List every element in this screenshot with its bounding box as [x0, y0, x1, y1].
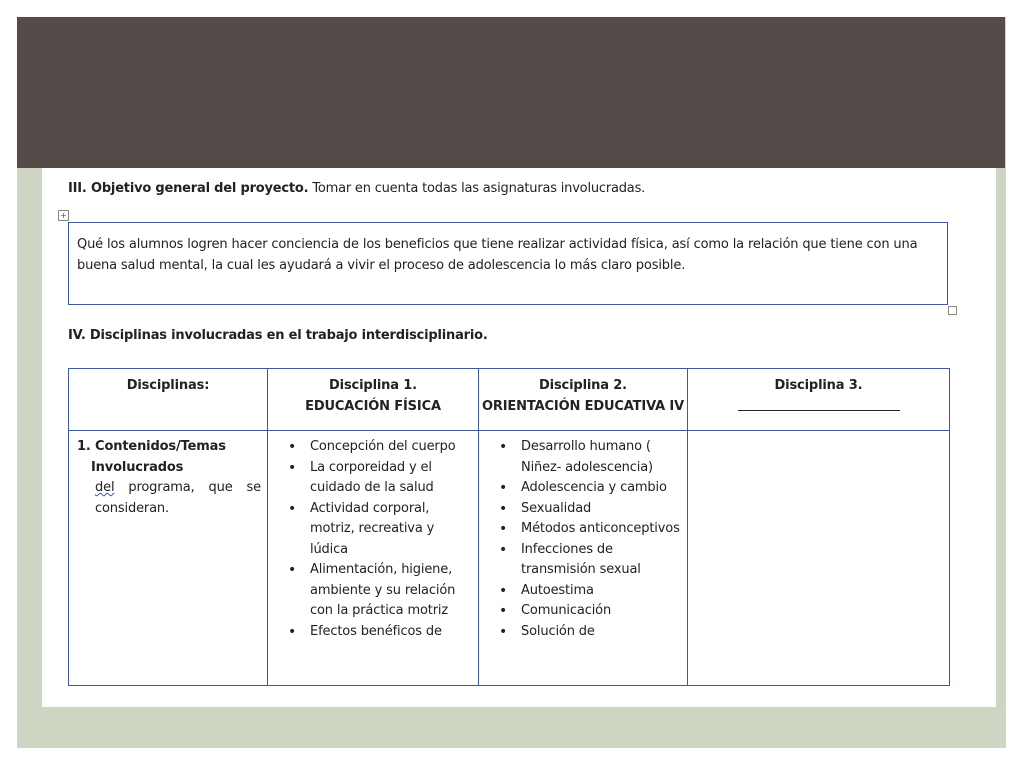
list-item: • La corporeidad y el cuidado de la salud	[310, 458, 474, 499]
table-row-contenidos	[69, 431, 950, 686]
header-disciplina-3-blank	[738, 396, 900, 411]
header-disciplina-3	[688, 369, 950, 431]
list-item: • Desarrollo humano ( Niñez- adolescencia)	[521, 437, 683, 478]
list-item: • Comunicación	[521, 601, 683, 622]
header-disciplina-1-label: Disciplina 1.	[329, 378, 417, 393]
table-resize-handle-icon[interactable]	[948, 306, 957, 315]
disciplina-2-list	[479, 431, 687, 642]
contenidos-title-2: Involucrados	[91, 459, 184, 475]
disciplina-1-list	[268, 431, 478, 642]
header-disciplina-2-name: ORIENTACIÓN EDUCATIVA IV	[481, 399, 684, 414]
list-item: • Alimentación, higiene, ambiente y su relación con la práctica motriz	[310, 560, 474, 622]
header-disciplinas-label: Disciplinas:	[126, 378, 210, 393]
header-disciplina-3-label: Disciplina 3.	[774, 378, 863, 393]
disciplina-1-cell	[268, 431, 479, 686]
objective-heading-rest: Tomar en cuenta todas las asignaturas involucradas.	[308, 181, 646, 196]
disciplines-heading	[68, 328, 488, 343]
contenidos-description-del: del	[95, 480, 115, 495]
header-disciplina-1	[268, 369, 479, 431]
list-item: • Sexualidad	[521, 499, 683, 520]
header-disciplina-1-name: EDUCACIÓN FÍSICA	[305, 399, 441, 414]
contenidos-title: 1. Contenidos/Temas	[77, 439, 226, 454]
list-item: • Solución de	[521, 622, 683, 643]
objective-heading-bold: III. Objetivo general del proyecto.	[68, 181, 309, 196]
objective-text-box	[68, 222, 948, 305]
slide-header-bar	[17, 17, 1005, 168]
list-item: • Actividad corporal, motriz, recreativa y lúdica	[310, 499, 474, 561]
document-page	[42, 168, 996, 707]
header-disciplina-2-label: Disciplina 2.	[539, 378, 627, 393]
objective-text: Qué los alumnos logren hacer conciencia de los beneficios que tiene realizar actividad física, así como la relación que tiene con una buena salud mental, la cual les ayudará a vivir el proceso de adolescencia lo más claro posible.	[77, 237, 918, 273]
objective-heading	[68, 181, 645, 196]
table-move-handle-icon[interactable]: +	[58, 210, 69, 221]
table-header-row	[69, 369, 950, 431]
list-item: • Adolescencia y cambio	[521, 478, 683, 499]
header-disciplina-2	[479, 369, 688, 431]
contenidos-label-cell	[69, 431, 268, 686]
list-item: • Efectos benéficos de	[310, 622, 474, 643]
contenidos-description	[77, 478, 261, 519]
list-item: • Infecciones de transmisión sexual	[521, 540, 683, 581]
header-disciplinas	[69, 369, 268, 431]
list-item: • Métodos anticonceptivos	[521, 519, 683, 540]
list-item: • Concepción del cuerpo	[310, 437, 474, 458]
contenidos-description-rest: programa, que se consideran.	[95, 480, 261, 516]
disciplina-3-cell	[688, 431, 950, 686]
disciplines-heading-text: IV. Disciplinas involucradas en el trabajo interdisciplinario.	[68, 328, 488, 343]
list-item: • Autoestima	[521, 581, 683, 602]
disciplines-table	[68, 368, 950, 686]
disciplina-2-cell	[479, 431, 688, 686]
